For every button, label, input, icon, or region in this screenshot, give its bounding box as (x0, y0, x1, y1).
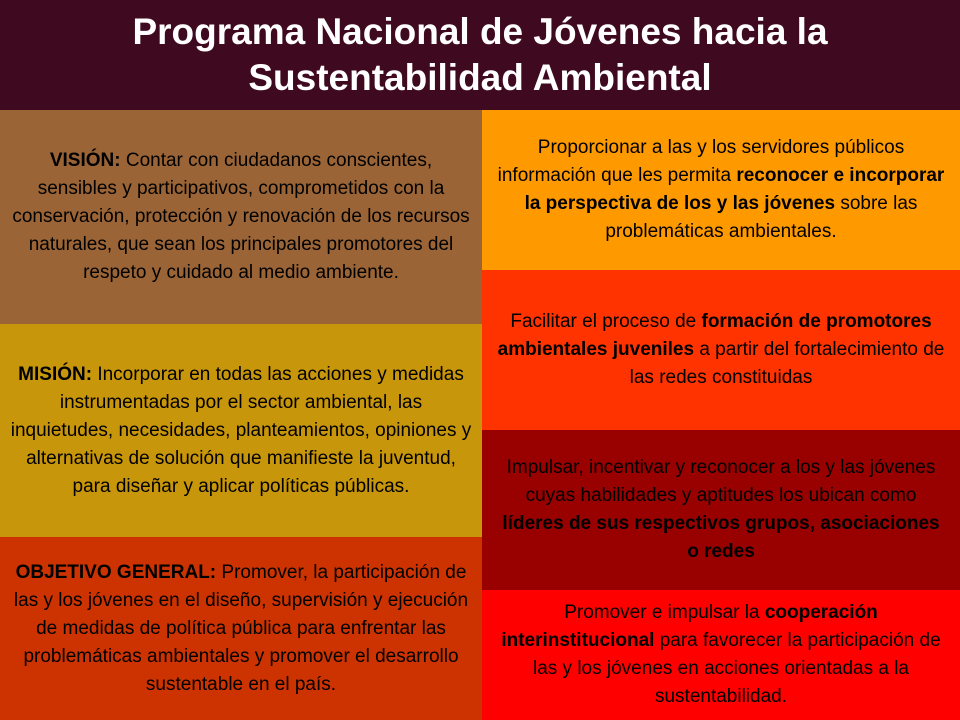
objective-1-post: sobre las problemáticas ambientales. (605, 193, 918, 242)
objective-box-2 (482, 270, 960, 430)
objective-paragraph-1 (494, 134, 948, 246)
objective-4-post: para favorecer la participación de las y los jóvenes en acciones orientadas a la sustentabilidad. (532, 630, 941, 707)
objective-2-bold: formación de promotores ambientales juveniles (497, 311, 932, 360)
objective-1-bold: reconocer e incorporar la perspectiva de los y las jóvenes (524, 165, 945, 214)
objetivo-text: Promover, la participación de las y los jóvenes en el diseño, supervisión y ejecución de medidas de política pública para enfrentar las problemáticas ambientales y promover el desarrollo sustentable en el país. (13, 561, 469, 695)
objective-2-pre: Facilitar el proceso de (510, 311, 702, 332)
page-title: Programa Nacional de Jóvenes hacia la Sustentabilidad Ambiental (132, 11, 828, 98)
mision-label: MISIÓN: (18, 363, 93, 385)
objective-box-3 (482, 430, 960, 590)
objective-1-pre: Proporcionar a las y los servidores públicos información que les permita (497, 137, 905, 186)
objective-2-post: a partir del fortalecimiento de las redes constituidas (629, 339, 945, 388)
objective-paragraph-4 (494, 599, 948, 711)
objetivo-paragraph (10, 559, 472, 699)
objective-3-bold: líderes de sus respectivos grupos, asociaciones o redes (502, 513, 940, 562)
objective-box-1 (482, 110, 960, 270)
page-header (0, 0, 960, 110)
vision-box (0, 110, 482, 324)
objective-box-4 (482, 590, 960, 720)
mision-paragraph (10, 361, 472, 501)
vision-paragraph (10, 147, 472, 287)
objetivo-label: OBJETIVO GENERAL: (15, 561, 217, 583)
vision-text: Contar con ciudadanos conscientes, sensibles y participativos, comprometidos con la conservación, protección y renovación de los recursos naturales, que sean los principales promotores del respeto y cuidado al medio ambiente. (12, 150, 470, 283)
objective-3-pre: Impulsar, incentivar y reconocer a los y las jóvenes cuyas habilidades y aptitudes los ubican como (506, 457, 936, 506)
mision-box (0, 324, 482, 537)
objetivo-general-box (0, 537, 482, 720)
mision-text: Incorporar en todas las acciones y medidas instrumentadas por el sector ambiental, las inquietudes, necesidades, planteamientos, opiniones y alternativas de solución que manifieste la juventud, para diseñar y aplicar políticas públicas. (10, 363, 472, 497)
objective-4-pre: Promover e impulsar la (564, 602, 765, 623)
objective-paragraph-2 (494, 308, 948, 392)
objective-paragraph-3 (494, 454, 948, 566)
vision-label: VISIÓN: (49, 150, 121, 171)
objective-4-bold: cooperación interinstitucional (501, 602, 878, 651)
